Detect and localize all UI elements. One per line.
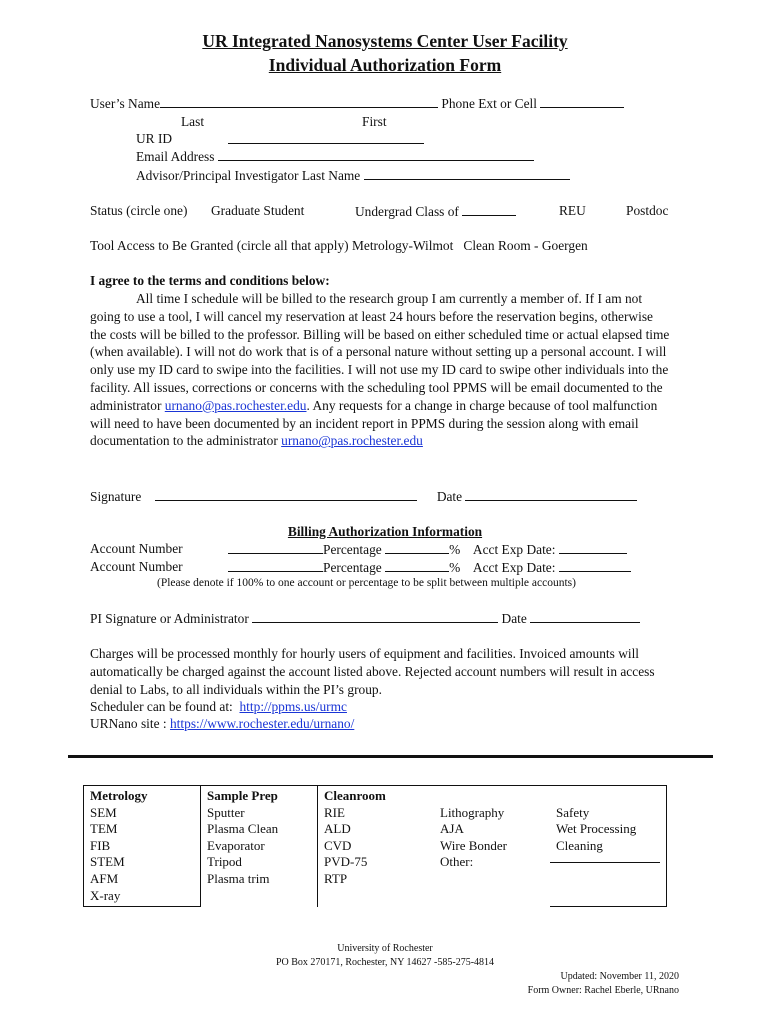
account-row-2 — [228, 559, 631, 576]
misc-item: Lithography — [440, 804, 505, 820]
status-reu[interactable]: REU — [559, 203, 586, 218]
percent-sign-1: % — [449, 542, 461, 557]
metrology-item: SEM — [90, 804, 117, 820]
cleanroom-item: RTP — [324, 870, 348, 886]
scheduler-row — [90, 699, 347, 715]
sample-prep-item: Plasma trim — [207, 870, 270, 886]
terms-text-2: . Any requests for a change in charge because of tool malfunction will need to have been documented by an incident report in PPMS during the session along with email documentation to the administrator — [90, 397, 658, 449]
footer-updated: Updated: November 11, 2020 — [560, 971, 679, 982]
signature-row — [90, 488, 637, 505]
sample-prep-item: Tripod — [207, 854, 242, 870]
footer-university: University of Rochester — [337, 943, 433, 954]
tool-table — [83, 785, 667, 907]
percentage-field-2[interactable] — [385, 559, 449, 572]
users-name-label: User’s Name — [90, 96, 161, 111]
account-row-1 — [228, 541, 627, 558]
scheduler-link[interactable]: http://ppms.us/urmc — [239, 699, 347, 714]
cleanroom-column — [318, 786, 435, 907]
account-label-2: Account Number — [90, 559, 183, 574]
misc-column-1 — [434, 786, 550, 907]
misc-item: AJA — [440, 821, 464, 837]
exp-label-1: Acct Exp Date: — [472, 542, 556, 557]
footer-address: PO Box 270171, Rochester, NY 14627 -585-275-4814 — [275, 957, 495, 968]
sample-prep-item: Plasma Clean — [207, 821, 279, 837]
percentage-label-1: Percentage — [323, 542, 382, 557]
phone-field[interactable] — [540, 95, 624, 108]
first-label: First — [362, 114, 387, 129]
misc-item: Cleaning — [556, 837, 603, 853]
signature-field[interactable] — [155, 488, 417, 501]
admin-email-link-1[interactable]: urnano@pas.rochester.edu — [164, 397, 307, 413]
urid-label: UR ID — [136, 131, 173, 146]
last-label: Last — [181, 114, 205, 129]
undergrad-class-field[interactable] — [462, 203, 516, 216]
scheduler-label: Scheduler can be found at: — [90, 699, 233, 714]
pi-date-field[interactable] — [530, 610, 640, 623]
terms-text-1: All time I schedule will be billed to the research group I am currently a member of. If I am not going to use a tool, I will cancel my reservation at least 24 hours before the reservation begins, otherwise the costs will be billed to the professor. Billing will be based on either scheduled time or actual elapsed time (when available). I will not do work that is of a personal nature without setting up a personal account. I will only use my ID card to swipe into the facilities. I will not use my ID card to swipe other individuals into the facility. All issues, corrections or concerns with the scheduling tool PPMS will be email documented to the administrator — [90, 291, 670, 413]
tool-access-label: Tool Access to Be Granted (circle all that apply) — [90, 238, 349, 253]
sample-prep-column — [201, 786, 318, 907]
status-grad-student[interactable]: Graduate Student — [211, 203, 305, 218]
signature-date-field[interactable] — [465, 488, 637, 501]
pi-row — [90, 610, 640, 627]
billing-heading: Billing Authorization Information — [287, 524, 483, 539]
metrology-item: AFM — [90, 870, 119, 886]
safety-underline — [550, 862, 660, 863]
status-label: Status (circle one) — [90, 203, 188, 218]
metrology-item: FIB — [90, 837, 111, 853]
phone-label: Phone Ext or Cell — [441, 96, 537, 111]
exp-date-field-2[interactable] — [559, 559, 631, 572]
sample-prep-item: Sputter — [207, 804, 245, 820]
cleanroom-item: CVD — [324, 837, 352, 853]
email-row — [136, 148, 534, 165]
users-name-row — [90, 95, 624, 112]
footer-owner: Form Owner: Rachel Eberle, URnano — [527, 985, 679, 996]
misc-item: Safety — [556, 804, 590, 820]
account-number-field-1[interactable] — [228, 541, 323, 554]
account-number-field-2[interactable] — [228, 559, 323, 572]
undergrad-label: Undergrad Class of — [355, 204, 459, 219]
cleanroom-item: PVD-75 — [324, 854, 368, 870]
admin-email-link-2[interactable]: urnano@pas.rochester.edu — [281, 433, 423, 449]
advisor-label: Advisor/Principal Investigator Last Name — [136, 168, 361, 183]
sample-prep-heading: Sample Prep — [207, 788, 278, 803]
signature-label: Signature — [90, 489, 142, 504]
section-divider — [68, 755, 713, 758]
signature-date-label: Date — [436, 489, 463, 504]
cleanroom-heading: Cleanroom — [324, 788, 386, 803]
urid-field[interactable] — [228, 131, 424, 144]
advisor-field[interactable] — [364, 167, 570, 180]
email-label: Email Address — [136, 149, 215, 164]
status-undergrad[interactable] — [355, 203, 516, 220]
percentage-field-1[interactable] — [385, 541, 449, 554]
sample-prep-item: Evaporator — [207, 837, 265, 853]
site-label: URNano site : — [90, 716, 167, 731]
percentage-label-2: Percentage — [323, 560, 382, 575]
tool-metrology-wilmot[interactable]: Metrology-Wilmot — [351, 238, 454, 253]
misc-item: Wire Bonder — [440, 837, 507, 853]
charges-paragraph: Charges will be processed monthly for hourly users of equipment and facilities. Invoiced amounts will automatically be charged against the account listed above. Rejected account numbers will result in access denial to Labs, to all individuals within the PI’s group. — [90, 646, 655, 697]
cleanroom-item: RIE — [324, 804, 345, 820]
terms-heading: I agree to the terms and conditions below: — [90, 273, 330, 288]
exp-label-2: Acct Exp Date: — [472, 560, 556, 575]
exp-date-field-1[interactable] — [559, 541, 627, 554]
terms-paragraph — [90, 290, 672, 450]
urnano-site-link[interactable]: https://www.rochester.edu/urnano/ — [169, 716, 355, 731]
percent-sign-2: % — [449, 560, 461, 575]
metrology-heading: Metrology — [90, 788, 148, 803]
misc-column-2 — [550, 786, 667, 907]
users-name-field[interactable] — [160, 95, 438, 108]
metrology-item: STEM — [90, 854, 125, 870]
site-row — [90, 716, 354, 732]
pi-date-label: Date — [501, 611, 527, 626]
metrology-item: TEM — [90, 821, 118, 837]
email-field[interactable] — [218, 148, 534, 161]
form-subtitle: Individual Authorization Form — [268, 55, 502, 75]
tool-access-row — [90, 238, 588, 254]
misc-item: Wet Processing — [556, 821, 637, 837]
metrology-item: X-ray — [90, 887, 121, 903]
account-label-1: Account Number — [90, 541, 183, 556]
form-title: UR Integrated Nanosystems Center User Facility — [202, 31, 568, 51]
misc-item: Other: — [440, 854, 474, 870]
billing-note: (Please denote if 100% to one account or percentage to be split between multiple accounts) — [157, 577, 576, 589]
pi-signature-field[interactable] — [252, 610, 498, 623]
metrology-column — [84, 786, 201, 907]
advisor-row — [136, 167, 570, 184]
pi-label: PI Signature or Administrator — [90, 611, 249, 626]
status-postdoc[interactable]: Postdoc — [626, 203, 669, 218]
cleanroom-item: ALD — [324, 821, 351, 837]
tool-clean-room-goergen[interactable]: Clean Room - Goergen — [463, 238, 588, 253]
